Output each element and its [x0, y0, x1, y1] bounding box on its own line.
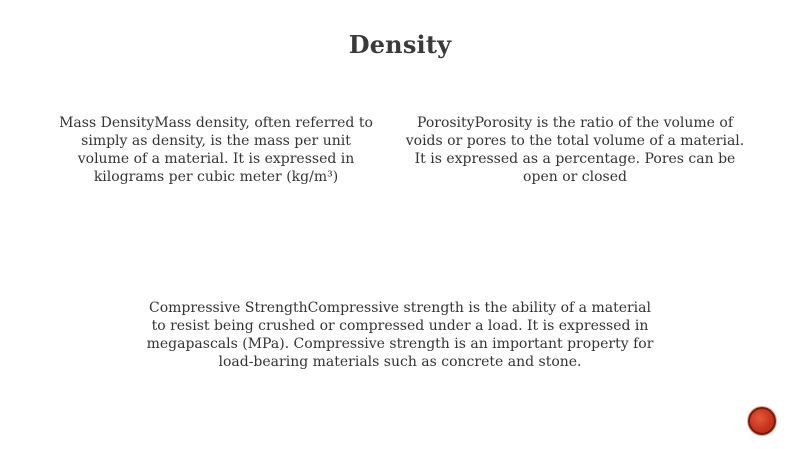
porosity-text: PorosityPorosity is the ratio of the volume of voids or pores to the total volume of a material. It is expressed as a percentage. Pores can be open or closed [405, 115, 745, 185]
circle-button-icon[interactable] [748, 407, 776, 435]
mass-density-text: Mass DensityMass density, often referred to simply as density, is the mass per unit volume of a material. It is expressed in kilograms per cubic meter (kg/m³) [59, 115, 373, 185]
slide-title: Density [348, 30, 452, 59]
compressive-strength-text: Compressive StrengthCompressive strength is the ability of a material to resist being crushed or compressed under a load. It is expressed in megapascals (MPa). Compressive strength is an important property for load-bearing materials such as concrete and stone. [146, 300, 654, 370]
